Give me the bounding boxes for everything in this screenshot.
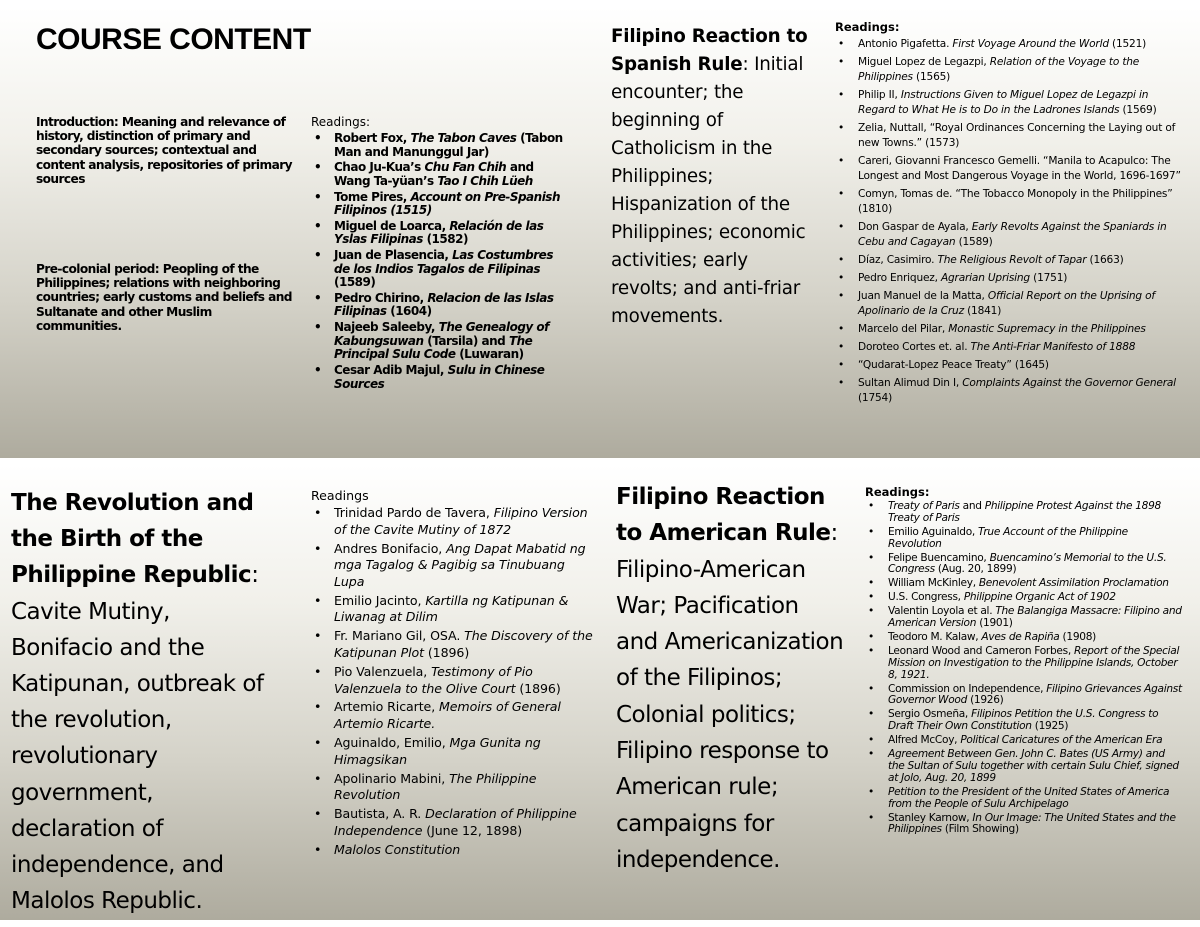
reading-title: Benevolent Assimilation Proclamation xyxy=(978,577,1169,590)
reading-item xyxy=(865,813,1183,837)
reading-text: Trinidad Pardo de Tavera, xyxy=(334,505,494,520)
reading-text: Pedro Enriquez, xyxy=(858,272,941,284)
reading-title: In Our Image: The United States and the Philippines xyxy=(888,811,1176,836)
readings-list xyxy=(835,37,1183,406)
reading-text: (1589) xyxy=(955,236,993,248)
revolution-topic xyxy=(11,485,273,919)
reading-text: (1521) xyxy=(1108,38,1147,50)
reading-title: True Account of the Philippine Revolution xyxy=(888,525,1128,550)
reading-text: Miguel de Loarca, xyxy=(334,218,450,233)
reading-text: (Tabon Man and Manunggul Jar) xyxy=(334,131,563,159)
reading-text: Díaz, Casimiro. xyxy=(858,254,938,266)
reading-text: (Luwaran) xyxy=(455,347,524,362)
reading-text: Fr. Mariano Gil, OSA. xyxy=(334,628,465,644)
reading-title: Sulu in Chinese Sources xyxy=(334,363,545,391)
reading-text: Bautista, A. R. xyxy=(334,806,426,822)
reading-title: The Philippine Revolution xyxy=(334,770,537,803)
reading-item xyxy=(865,632,1183,644)
reading-text: U.S. Congress, xyxy=(888,591,964,604)
reading-text: Chao Ju-Kua’s xyxy=(334,160,425,175)
reading-text: Apolinario Mabini, xyxy=(334,770,450,786)
reading-title: Relation of the Voyage to the Philippines xyxy=(858,56,1140,83)
reading-text: Valentin Loyola et al. xyxy=(888,605,996,618)
reading-text: (1754) xyxy=(858,392,893,404)
reading-text: Andres Bonifacio, xyxy=(334,540,447,556)
reading-title: The Genealogy of Kabungsuwan xyxy=(334,320,549,348)
revolution-heading: The Revolution and the Birth of the Philippine Republic xyxy=(11,490,254,589)
reading-item xyxy=(865,553,1183,577)
reading-title: Chu Fan Chih xyxy=(424,160,507,175)
reading-title: Memoirs of General Artemio Ricarte. xyxy=(334,699,561,732)
reading-item xyxy=(865,501,1183,525)
reading-title: Account on Pre-Spanish Filipinos (1515) xyxy=(334,189,560,218)
reading-item xyxy=(311,628,593,661)
reading-text: Felipe Buencamino, xyxy=(888,551,990,564)
reading-text: (Aug. 20, 1899) xyxy=(934,563,1017,576)
reading-title: Complaints Against the Governor General xyxy=(962,377,1176,389)
reading-item xyxy=(835,154,1183,184)
reading-text: Sultan Alimud Din I, xyxy=(858,377,963,389)
reading-title: Petition to the President of the United States of America from the People of Sulu Archipelago xyxy=(888,785,1170,810)
reading-text: and xyxy=(959,500,985,512)
reading-title: Las Costumbres de los Indios Tagalos de Filipinas xyxy=(334,248,553,276)
reading-text: (1604) xyxy=(386,304,432,319)
readings-list xyxy=(865,501,1183,836)
reading-title: Buencamino’s Memorial to the U.S. Congress xyxy=(888,551,1167,576)
reading-item xyxy=(865,592,1183,604)
reading-item xyxy=(835,253,1183,268)
reading-text: (1841) xyxy=(963,305,1002,317)
reading-item xyxy=(311,161,566,188)
slide-revolution-american-rule xyxy=(0,465,1200,920)
reading-item xyxy=(835,37,1183,52)
american-rule-heading: Filipino Reaction to American Rule xyxy=(616,484,831,547)
reading-item xyxy=(865,684,1183,708)
reading-item xyxy=(311,699,593,732)
reading-text: Pedro Chirino, xyxy=(334,290,428,305)
reading-item xyxy=(835,289,1183,319)
reading-text: “Qudarat-Lopez Peace Treaty” (1645) xyxy=(858,359,1049,371)
reading-title: Malolos Constitution xyxy=(334,841,461,857)
reading-text: Leonard Wood and Cameron Forbes, xyxy=(888,645,1074,658)
reading-title: Report of the Special Mission on Investigation to the Philippine Islands, October 8, 1921. xyxy=(888,645,1180,681)
readings-label: Readings: xyxy=(311,115,371,129)
reading-item xyxy=(311,220,566,247)
american-rule-topic xyxy=(616,479,846,878)
topic-pre-colonial: Pre-colonial period: Peopling of the Philippines; relations with neighboring countries; early customs and beliefs and Sultanate and other Muslim communities. xyxy=(36,262,292,333)
reading-item xyxy=(311,771,593,804)
reading-item xyxy=(865,527,1183,551)
slide-course-content xyxy=(0,7,1200,458)
reading-text: Tome Pires, xyxy=(334,189,411,204)
topic-introduction: Introduction: Meaning and relevance of history, distinction of primary and secondary sources; contextual and content analysis, repositories of primary sources xyxy=(36,115,292,186)
readings-block-3 xyxy=(311,488,593,861)
reading-title: Filipino Version of the Cavite Mutiny of 1872 xyxy=(334,505,588,537)
reading-title: First Voyage Around the World xyxy=(952,38,1109,50)
reading-title: Agrarian Uprising xyxy=(940,272,1030,284)
readings-block-2 xyxy=(835,21,1183,409)
reading-title: Testimony of Pio Valenzuela to the Olive Court xyxy=(334,663,533,696)
reading-text: Alfred McCoy, xyxy=(888,734,961,747)
reading-title: Instructions Given to Miguel Lopez de Legazpi in Regard to What He is to Do in the Ladrones Islands xyxy=(858,89,1149,116)
reading-title: Official Report on the Uprising of Apolinario de la Cruz xyxy=(858,290,1155,317)
reading-item xyxy=(311,806,593,839)
reading-item xyxy=(311,132,566,159)
reading-title: Early Revolts Against the Spaniards in Cebu and Cagayan xyxy=(858,221,1167,248)
reading-text: Miguel Lopez de Legazpi, xyxy=(858,56,990,68)
reading-item xyxy=(865,787,1183,811)
reading-title: Philippine Organic Act of 1902 xyxy=(963,591,1116,604)
reading-item xyxy=(865,606,1183,630)
reading-text: Najeeb Saleeby, xyxy=(334,320,439,335)
reading-text: William McKinley, xyxy=(888,577,979,590)
reading-text: Philip II, xyxy=(858,89,901,101)
reading-item xyxy=(865,646,1183,681)
spanish-rule-subtopics: : Initial encounter; the beginning of Catholicism in the Philippines; Hispanization of the Philippines; economic activities; early revolts; and anti-friar movements. xyxy=(611,54,806,327)
reading-text: Careri, Giovanni Francesco Gemelli. “Manila to Acapulco: The Longest and Most Dangerous Voyage in the World, 1696-1697” xyxy=(858,155,1181,182)
reading-item xyxy=(311,292,566,319)
reading-title: Relación de las Yslas Filipinas xyxy=(334,218,544,247)
readings-label: Readings xyxy=(311,488,369,503)
course-content-title: COURSE CONTENT xyxy=(36,23,311,56)
reading-text: (1908) xyxy=(1059,631,1096,644)
reading-text: Pio Valenzuela, xyxy=(334,663,432,679)
reading-item xyxy=(865,735,1183,747)
reading-title: Ang Dapat Mabatid ng mga Tagalog & Pagibig sa Tinubuang Lupa xyxy=(334,540,586,589)
reading-text: (Film Showing) xyxy=(941,823,1019,836)
readings-label: Readings: xyxy=(865,485,930,499)
reading-item xyxy=(311,735,593,768)
reading-title: Mga Gunita ng Himagsikan xyxy=(334,735,541,767)
readings-block-1 xyxy=(311,115,566,393)
reading-item xyxy=(835,271,1183,286)
reading-title: Relacion de las Islas Filipinas xyxy=(334,290,554,319)
reading-item xyxy=(311,249,566,290)
readings-list xyxy=(311,505,593,858)
readings-list xyxy=(311,132,566,391)
reading-text: Stanley Karnow, xyxy=(888,811,973,824)
reading-title: Aves de Rapiña xyxy=(981,631,1060,644)
reading-text: Juan Manuel de la Matta, xyxy=(858,290,988,302)
reading-text: Zelia, Nuttall, “Royal Ordinances Concerning the Laying out of new Towns.” (1573) xyxy=(858,122,1176,149)
reading-text: Commission on Independence, xyxy=(888,682,1047,695)
reading-title: Treaty of Paris xyxy=(888,500,960,512)
reading-title: The Religious Revolt of Tapar xyxy=(937,254,1087,266)
reading-text: (1896) xyxy=(423,644,470,660)
reading-item xyxy=(865,749,1183,784)
reading-text: Sergio Osmeña, xyxy=(888,708,972,721)
reading-text: Robert Fox, xyxy=(334,131,411,145)
spanish-rule-topic xyxy=(611,23,811,331)
reading-text: Marcelo del Pilar, xyxy=(858,323,949,335)
reading-item xyxy=(835,187,1183,217)
reading-title: The Tabon Caves xyxy=(410,131,517,145)
reading-title: Declaration of Philippine Independence xyxy=(334,806,577,838)
reading-item xyxy=(311,191,566,218)
reading-item xyxy=(835,88,1183,118)
reading-item xyxy=(835,340,1183,355)
reading-title: The Discovery of the Katipunan Plot xyxy=(334,628,593,660)
reading-text: Aguinaldo, Emilio, xyxy=(334,735,450,751)
reading-text: Emilio Aguinaldo, xyxy=(888,525,979,538)
reading-title: Tao I Chih Lüeh xyxy=(437,173,533,188)
reading-text: Artemio Ricarte, xyxy=(334,699,440,715)
readings-label: Readings: xyxy=(835,20,900,34)
reading-item xyxy=(835,220,1183,250)
reading-item xyxy=(835,376,1183,406)
reading-text: (1565) xyxy=(912,71,951,83)
reading-text: Teodoro M. Kalaw, xyxy=(888,631,982,644)
reading-title: Filipino Grievances Against Governor Wood xyxy=(888,682,1182,707)
reading-title: Filipinos Petition the U.S. Congress to Draft Their Own Constitution xyxy=(888,708,1159,733)
reading-item xyxy=(311,505,593,538)
reading-title: The Anti-Friar Manifesto of 1888 xyxy=(970,341,1136,353)
reading-title: The Balangiga Massacre: Filipino and American Version xyxy=(888,605,1182,630)
reading-text: Juan de Plasencia, xyxy=(334,248,453,263)
reading-item xyxy=(311,364,566,391)
reading-text: Cesar Adib Majul, xyxy=(334,363,448,378)
reading-title: Philippine Protest Against the 1898 Treaty of Paris xyxy=(888,500,1162,524)
reading-text: Emilio Jacinto, xyxy=(334,592,426,608)
reading-item xyxy=(835,358,1183,373)
reading-item xyxy=(835,55,1183,85)
reading-item xyxy=(311,321,566,362)
reading-item xyxy=(865,578,1183,590)
reading-text: (1896) xyxy=(515,680,561,696)
reading-title: Political Caricatures of the American Era xyxy=(960,734,1163,747)
reading-text: (1926) xyxy=(967,694,1004,707)
reading-item xyxy=(865,709,1183,733)
reading-title: Agreement Between Gen. John C. Bates (US Army) and the Sultan of Sulu together with certain Sulu Chief, signed at Jolo, Aug. 20, 1899 xyxy=(888,748,1179,784)
reading-title: The Principal Sulu Code xyxy=(334,333,533,362)
reading-text: (1901) xyxy=(976,617,1013,630)
reading-text: Don Gaspar de Ayala, xyxy=(858,221,972,233)
reading-text: (Tarsila) and xyxy=(423,333,509,348)
reading-text: (1751) xyxy=(1029,272,1068,284)
reading-text: Doroteo Cortes et. al. xyxy=(858,341,971,353)
reading-text: (1663) xyxy=(1086,254,1124,266)
reading-item xyxy=(835,121,1183,151)
spanish-rule-heading: Filipino Reaction to Spanish Rule xyxy=(611,26,808,75)
reading-text: (1569) xyxy=(1119,104,1157,116)
reading-item xyxy=(311,593,593,626)
reading-text: Comyn, Tomas de. “The Tobacco Monopoly in the Philippines” (1810) xyxy=(858,188,1173,215)
reading-title: Kartilla ng Katipunan & Liwanag at Dilim xyxy=(334,592,569,625)
reading-title: Monastic Supremacy in the Philippines xyxy=(948,323,1146,335)
reading-item xyxy=(311,541,593,591)
reading-text: Antonio Pigafetta. xyxy=(858,38,953,50)
reading-item xyxy=(311,842,593,859)
readings-block-4 xyxy=(865,486,1183,838)
reading-text: (1589) xyxy=(334,275,376,290)
revolution-subtopics: : Cavite Mutiny, Bonifacio and the Katipunan, outbreak of the revolution, revolutionary government, declaration of independence, and Malolos Republic. xyxy=(11,562,264,915)
reading-text: (June 12, 1898) xyxy=(422,822,523,838)
reading-item xyxy=(311,664,593,697)
american-rule-subtopics: : Filipino-American War; Pacification and Americanization of the Filipinos; Colonial politics; Filipino response to American rule; campaigns for independence. xyxy=(616,520,844,873)
reading-item xyxy=(835,322,1183,337)
reading-text: (1925) xyxy=(1031,720,1069,733)
reading-text: (1582) xyxy=(422,232,468,247)
reading-text: and Wang Ta-yüan’s xyxy=(334,160,534,188)
